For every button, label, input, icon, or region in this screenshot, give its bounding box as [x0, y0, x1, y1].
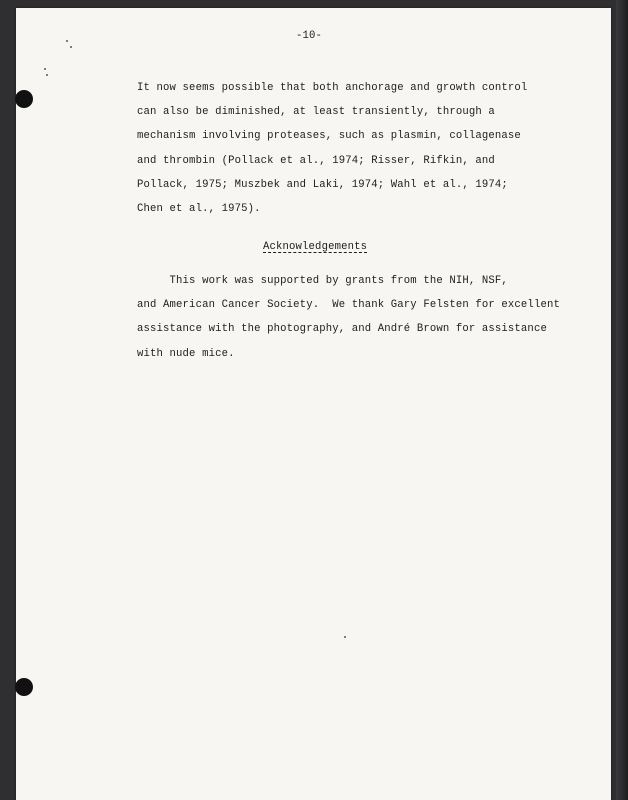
scan-speck	[46, 74, 48, 76]
punch-hole	[15, 678, 33, 696]
paragraph-line: Pollack, 1975; Muszbek and Laki, 1974; Wahl et al., 1974;	[137, 178, 508, 191]
paragraph-line: It now seems possible that both anchorage and growth control	[137, 82, 528, 94]
scan-speck	[70, 46, 72, 48]
body-paragraph-1	[137, 76, 557, 221]
paragraph-line: assistance with the photography, and André Brown for assistance	[137, 323, 547, 336]
page-number: -10-	[296, 30, 323, 42]
paragraph-line: with nude mice.	[137, 347, 235, 360]
scan-speck	[66, 40, 68, 42]
paragraph-line: mechanism involving proteases, such as plasmin, collagenase	[137, 130, 521, 143]
paragraph-line: and American Cancer Society. We thank Gary Felsten for excellent	[137, 299, 560, 312]
paragraph-line: can also be diminished, at least transiently, through a	[137, 106, 495, 119]
paragraph-line: This work was supported by grants from the NIH, NSF,	[137, 275, 508, 287]
paragraph-line: Chen et al., 1975).	[137, 203, 261, 216]
punch-hole	[15, 90, 33, 108]
section-heading: Acknowledgements	[263, 241, 368, 253]
document-page	[16, 8, 611, 800]
paragraph-line: and thrombin (Pollack et al., 1974; Risser, Rifkin, and	[137, 154, 495, 167]
binder-edge	[616, 0, 628, 800]
scan-speck	[44, 68, 46, 70]
scan-speck	[344, 636, 346, 638]
body-paragraph-2	[137, 269, 567, 366]
